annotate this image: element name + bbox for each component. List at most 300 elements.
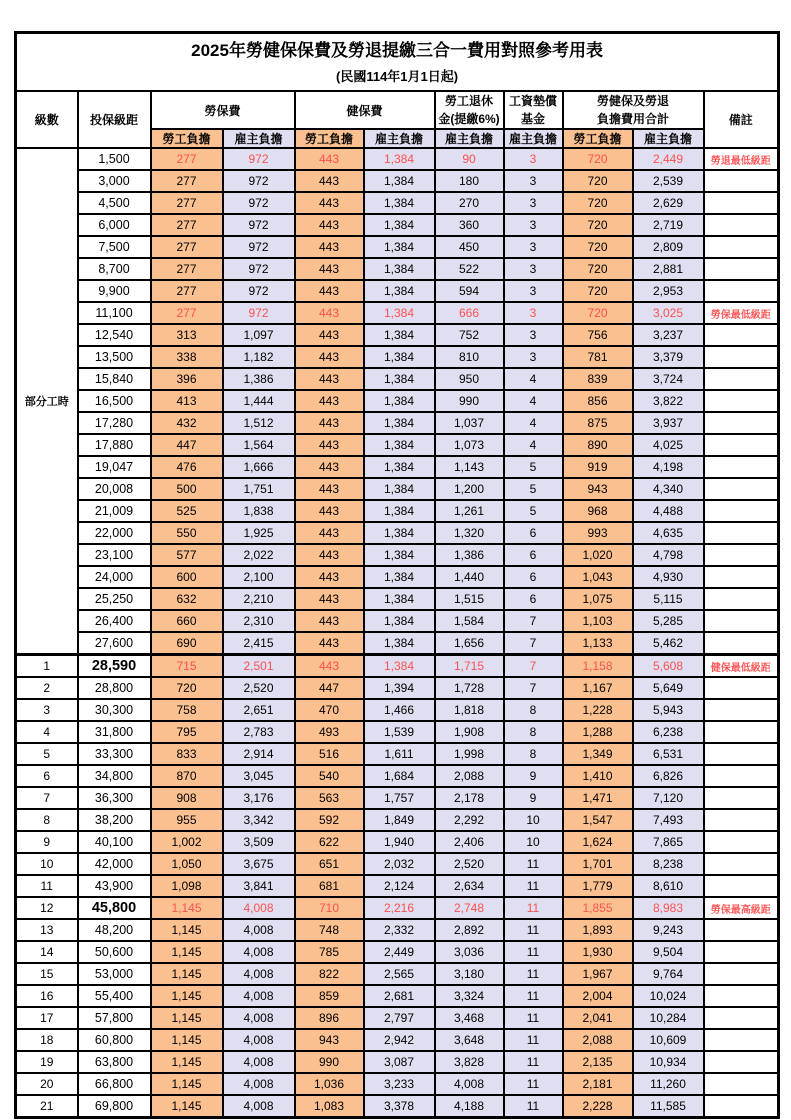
col-header-level: 級數 bbox=[16, 91, 78, 148]
table-row bbox=[16, 258, 779, 280]
value-cell: 7 bbox=[504, 677, 563, 699]
value-cell: 7,493 bbox=[633, 809, 704, 831]
note-cell bbox=[704, 214, 779, 236]
value-cell: 1,145 bbox=[151, 963, 223, 985]
bracket-cell: 23,100 bbox=[78, 544, 151, 566]
value-cell: 360 bbox=[435, 214, 504, 236]
value-cell: 9 bbox=[504, 787, 563, 809]
value-cell: 4,008 bbox=[223, 963, 295, 985]
value-cell: 5,285 bbox=[633, 610, 704, 632]
note-cell: 勞保最低級距 bbox=[704, 302, 779, 324]
value-cell: 2,100 bbox=[223, 566, 295, 588]
value-cell: 1,656 bbox=[435, 632, 504, 655]
bracket-cell: 50,600 bbox=[78, 941, 151, 963]
title-row bbox=[16, 33, 779, 92]
value-cell: 2,651 bbox=[223, 699, 295, 721]
value-cell: 715 bbox=[151, 655, 223, 678]
value-cell: 11 bbox=[504, 1051, 563, 1073]
value-cell: 919 bbox=[563, 456, 633, 478]
value-cell: 1,930 bbox=[563, 941, 633, 963]
value-cell: 10,934 bbox=[633, 1051, 704, 1073]
value-cell: 720 bbox=[563, 148, 633, 170]
bracket-cell: 53,000 bbox=[78, 963, 151, 985]
value-cell: 3,045 bbox=[223, 765, 295, 787]
value-cell: 2,797 bbox=[364, 1007, 435, 1029]
bracket-cell: 8,700 bbox=[78, 258, 151, 280]
value-cell: 1,228 bbox=[563, 699, 633, 721]
level-cell: 18 bbox=[16, 1029, 78, 1051]
value-cell: 1,386 bbox=[435, 544, 504, 566]
value-cell: 1,098 bbox=[151, 875, 223, 897]
value-cell: 4 bbox=[504, 412, 563, 434]
value-cell: 432 bbox=[151, 412, 223, 434]
bracket-cell: 1,500 bbox=[78, 148, 151, 170]
note-cell bbox=[704, 721, 779, 743]
value-cell: 270 bbox=[435, 192, 504, 214]
level-cell: 13 bbox=[16, 919, 78, 941]
value-cell: 5 bbox=[504, 478, 563, 500]
value-cell: 11 bbox=[504, 897, 563, 919]
note-cell bbox=[704, 170, 779, 192]
table-row bbox=[16, 236, 779, 258]
value-cell: 516 bbox=[295, 743, 364, 765]
value-cell: 810 bbox=[435, 346, 504, 368]
value-cell: 6 bbox=[504, 588, 563, 610]
value-cell: 720 bbox=[563, 192, 633, 214]
value-cell: 1,384 bbox=[364, 522, 435, 544]
value-cell: 1,073 bbox=[435, 434, 504, 456]
bracket-cell: 57,800 bbox=[78, 1007, 151, 1029]
value-cell: 908 bbox=[151, 787, 223, 809]
value-cell: 6,531 bbox=[633, 743, 704, 765]
value-cell: 1,384 bbox=[364, 390, 435, 412]
value-cell: 4,008 bbox=[223, 985, 295, 1007]
value-cell: 90 bbox=[435, 148, 504, 170]
value-cell: 1,288 bbox=[563, 721, 633, 743]
bracket-cell: 60,800 bbox=[78, 1029, 151, 1051]
value-cell: 972 bbox=[223, 258, 295, 280]
group-label-cell: 部分工時 bbox=[16, 148, 78, 655]
note-cell bbox=[704, 610, 779, 632]
table-row bbox=[16, 875, 779, 897]
value-cell: 632 bbox=[151, 588, 223, 610]
value-cell: 2,332 bbox=[364, 919, 435, 941]
value-cell: 2,783 bbox=[223, 721, 295, 743]
value-cell: 1,036 bbox=[295, 1073, 364, 1095]
value-cell: 396 bbox=[151, 368, 223, 390]
value-cell: 3,937 bbox=[633, 412, 704, 434]
value-cell: 1,384 bbox=[364, 346, 435, 368]
value-cell: 470 bbox=[295, 699, 364, 721]
table-row bbox=[16, 897, 779, 919]
value-cell: 443 bbox=[295, 500, 364, 522]
value-cell: 4,188 bbox=[435, 1095, 504, 1118]
value-cell: 6 bbox=[504, 566, 563, 588]
value-cell: 3 bbox=[504, 280, 563, 302]
value-cell: 1,384 bbox=[364, 324, 435, 346]
level-cell: 5 bbox=[16, 743, 78, 765]
value-cell: 1,384 bbox=[364, 368, 435, 390]
table-row bbox=[16, 192, 779, 214]
col-header-health-insurance: 健保費 bbox=[295, 91, 435, 129]
value-cell: 1,384 bbox=[364, 412, 435, 434]
value-cell: 1,384 bbox=[364, 434, 435, 456]
value-cell: 2,178 bbox=[435, 787, 504, 809]
value-cell: 1,261 bbox=[435, 500, 504, 522]
bracket-cell: 13,500 bbox=[78, 346, 151, 368]
value-cell: 443 bbox=[295, 390, 364, 412]
value-cell: 443 bbox=[295, 280, 364, 302]
value-cell: 443 bbox=[295, 434, 364, 456]
value-cell: 943 bbox=[563, 478, 633, 500]
value-cell: 443 bbox=[295, 214, 364, 236]
value-cell: 1,394 bbox=[364, 677, 435, 699]
value-cell: 720 bbox=[563, 214, 633, 236]
note-cell bbox=[704, 500, 779, 522]
value-cell: 443 bbox=[295, 192, 364, 214]
value-cell: 4,008 bbox=[223, 897, 295, 919]
bracket-cell: 55,400 bbox=[78, 985, 151, 1007]
value-cell: 2,041 bbox=[563, 1007, 633, 1029]
value-cell: 622 bbox=[295, 831, 364, 853]
note-cell bbox=[704, 258, 779, 280]
value-cell: 11 bbox=[504, 963, 563, 985]
bracket-cell: 15,840 bbox=[78, 368, 151, 390]
note-cell bbox=[704, 875, 779, 897]
bracket-cell: 24,000 bbox=[78, 566, 151, 588]
value-cell: 522 bbox=[435, 258, 504, 280]
value-cell: 443 bbox=[295, 236, 364, 258]
value-cell: 1,384 bbox=[364, 170, 435, 192]
level-cell: 21 bbox=[16, 1095, 78, 1118]
value-cell: 1,818 bbox=[435, 699, 504, 721]
value-cell: 447 bbox=[151, 434, 223, 456]
note-cell bbox=[704, 1051, 779, 1073]
value-cell: 4,340 bbox=[633, 478, 704, 500]
value-cell: 1,384 bbox=[364, 280, 435, 302]
value-cell: 1,624 bbox=[563, 831, 633, 853]
bracket-cell: 48,200 bbox=[78, 919, 151, 941]
value-cell: 1,200 bbox=[435, 478, 504, 500]
table-row bbox=[16, 522, 779, 544]
value-cell: 1,512 bbox=[223, 412, 295, 434]
table-row bbox=[16, 302, 779, 324]
value-cell: 3,342 bbox=[223, 809, 295, 831]
value-cell: 443 bbox=[295, 324, 364, 346]
value-cell: 3 bbox=[504, 302, 563, 324]
value-cell: 1,539 bbox=[364, 721, 435, 743]
value-cell: 3,036 bbox=[435, 941, 504, 963]
value-cell: 3,724 bbox=[633, 368, 704, 390]
value-cell: 4,008 bbox=[223, 1007, 295, 1029]
table-row bbox=[16, 368, 779, 390]
value-cell: 856 bbox=[563, 390, 633, 412]
value-cell: 4 bbox=[504, 390, 563, 412]
value-cell: 1,967 bbox=[563, 963, 633, 985]
col-header-note: 備註 bbox=[704, 91, 779, 148]
table-row bbox=[16, 280, 779, 302]
value-cell: 443 bbox=[295, 632, 364, 655]
table-row bbox=[16, 478, 779, 500]
value-cell: 493 bbox=[295, 721, 364, 743]
value-cell: 8 bbox=[504, 699, 563, 721]
value-cell: 10,024 bbox=[633, 985, 704, 1007]
bracket-cell: 28,590 bbox=[78, 655, 151, 678]
value-cell: 3,379 bbox=[633, 346, 704, 368]
table-title-block bbox=[16, 33, 779, 92]
table-row bbox=[16, 831, 779, 853]
value-cell: 577 bbox=[151, 544, 223, 566]
value-cell: 3,468 bbox=[435, 1007, 504, 1029]
value-cell: 277 bbox=[151, 192, 223, 214]
value-cell: 2,210 bbox=[223, 588, 295, 610]
value-cell: 7,120 bbox=[633, 787, 704, 809]
value-cell: 3 bbox=[504, 214, 563, 236]
table-row bbox=[16, 148, 779, 170]
bracket-cell: 30,300 bbox=[78, 699, 151, 721]
bracket-cell: 6,000 bbox=[78, 214, 151, 236]
value-cell: 690 bbox=[151, 632, 223, 655]
value-cell: 720 bbox=[563, 170, 633, 192]
value-cell: 3 bbox=[504, 236, 563, 258]
value-cell: 3,237 bbox=[633, 324, 704, 346]
value-cell: 2,088 bbox=[563, 1029, 633, 1051]
level-cell: 10 bbox=[16, 853, 78, 875]
value-cell: 756 bbox=[563, 324, 633, 346]
value-cell: 950 bbox=[435, 368, 504, 390]
value-cell: 11 bbox=[504, 919, 563, 941]
value-cell: 1,611 bbox=[364, 743, 435, 765]
bracket-cell: 7,500 bbox=[78, 236, 151, 258]
subheader-total-employer: 雇主負擔 bbox=[633, 129, 704, 148]
value-cell: 1,471 bbox=[563, 787, 633, 809]
value-cell: 990 bbox=[295, 1051, 364, 1073]
value-cell: 1,145 bbox=[151, 985, 223, 1007]
level-cell: 17 bbox=[16, 1007, 78, 1029]
value-cell: 3,087 bbox=[364, 1051, 435, 1073]
value-cell: 277 bbox=[151, 170, 223, 192]
value-cell: 1,666 bbox=[223, 456, 295, 478]
value-cell: 1,384 bbox=[364, 632, 435, 655]
value-cell: 2,809 bbox=[633, 236, 704, 258]
value-cell: 9,243 bbox=[633, 919, 704, 941]
value-cell: 3,822 bbox=[633, 390, 704, 412]
note-cell bbox=[704, 787, 779, 809]
value-cell: 1,384 bbox=[364, 588, 435, 610]
value-cell: 2,953 bbox=[633, 280, 704, 302]
note-cell bbox=[704, 280, 779, 302]
value-cell: 540 bbox=[295, 765, 364, 787]
value-cell: 6,826 bbox=[633, 765, 704, 787]
value-cell: 3 bbox=[504, 324, 563, 346]
value-cell: 11 bbox=[504, 985, 563, 1007]
value-cell: 443 bbox=[295, 588, 364, 610]
value-cell: 1,515 bbox=[435, 588, 504, 610]
value-cell: 6 bbox=[504, 522, 563, 544]
value-cell: 890 bbox=[563, 434, 633, 456]
value-cell: 3,233 bbox=[364, 1073, 435, 1095]
bracket-cell: 33,300 bbox=[78, 743, 151, 765]
bracket-cell: 34,800 bbox=[78, 765, 151, 787]
value-cell: 1,384 bbox=[364, 236, 435, 258]
value-cell: 720 bbox=[563, 258, 633, 280]
value-cell: 1,940 bbox=[364, 831, 435, 853]
table-row bbox=[16, 566, 779, 588]
table-row bbox=[16, 324, 779, 346]
level-cell: 2 bbox=[16, 677, 78, 699]
value-cell: 3,324 bbox=[435, 985, 504, 1007]
note-cell bbox=[704, 390, 779, 412]
value-cell: 1,145 bbox=[151, 1095, 223, 1118]
value-cell: 1,145 bbox=[151, 1029, 223, 1051]
note-cell bbox=[704, 985, 779, 1007]
value-cell: 476 bbox=[151, 456, 223, 478]
value-cell: 1,384 bbox=[364, 302, 435, 324]
level-cell: 14 bbox=[16, 941, 78, 963]
value-cell: 9 bbox=[504, 765, 563, 787]
page-title: 2025年勞健保保費及勞退提繳三合一費用對照參考用表 bbox=[191, 41, 603, 60]
value-cell: 5,649 bbox=[633, 677, 704, 699]
value-cell: 3 bbox=[504, 148, 563, 170]
value-cell: 525 bbox=[151, 500, 223, 522]
value-cell: 2,135 bbox=[563, 1051, 633, 1073]
note-cell bbox=[704, 522, 779, 544]
value-cell: 943 bbox=[295, 1029, 364, 1051]
value-cell: 1,384 bbox=[364, 456, 435, 478]
value-cell: 413 bbox=[151, 390, 223, 412]
value-cell: 550 bbox=[151, 522, 223, 544]
value-cell: 500 bbox=[151, 478, 223, 500]
value-cell: 1,075 bbox=[563, 588, 633, 610]
note-cell bbox=[704, 324, 779, 346]
value-cell: 3,378 bbox=[364, 1095, 435, 1118]
note-cell bbox=[704, 743, 779, 765]
value-cell: 1,384 bbox=[364, 258, 435, 280]
value-cell: 8,238 bbox=[633, 853, 704, 875]
level-cell: 3 bbox=[16, 699, 78, 721]
note-cell bbox=[704, 677, 779, 699]
bracket-cell: 11,100 bbox=[78, 302, 151, 324]
value-cell: 4,008 bbox=[223, 1073, 295, 1095]
value-cell: 563 bbox=[295, 787, 364, 809]
value-cell: 443 bbox=[295, 655, 364, 678]
note-cell bbox=[704, 1095, 779, 1118]
value-cell: 1,182 bbox=[223, 346, 295, 368]
value-cell: 8,610 bbox=[633, 875, 704, 897]
premium-table bbox=[14, 31, 780, 1119]
value-cell: 9,764 bbox=[633, 963, 704, 985]
value-cell: 277 bbox=[151, 302, 223, 324]
bracket-cell: 17,880 bbox=[78, 434, 151, 456]
table-row bbox=[16, 632, 779, 655]
bracket-cell: 16,500 bbox=[78, 390, 151, 412]
value-cell: 968 bbox=[563, 500, 633, 522]
value-cell: 1,384 bbox=[364, 610, 435, 632]
table-row bbox=[16, 1073, 779, 1095]
value-cell: 1,384 bbox=[364, 478, 435, 500]
value-cell: 443 bbox=[295, 170, 364, 192]
value-cell: 2,719 bbox=[633, 214, 704, 236]
note-cell bbox=[704, 853, 779, 875]
value-cell: 1,384 bbox=[364, 214, 435, 236]
value-cell: 1,564 bbox=[223, 434, 295, 456]
value-cell: 1,097 bbox=[223, 324, 295, 346]
value-cell: 1,145 bbox=[151, 1007, 223, 1029]
value-cell: 660 bbox=[151, 610, 223, 632]
note-cell bbox=[704, 1007, 779, 1029]
value-cell: 1,728 bbox=[435, 677, 504, 699]
note-cell bbox=[704, 632, 779, 655]
bracket-cell: 17,280 bbox=[78, 412, 151, 434]
bracket-cell: 28,800 bbox=[78, 677, 151, 699]
bracket-cell: 40,100 bbox=[78, 831, 151, 853]
bracket-cell: 20,008 bbox=[78, 478, 151, 500]
value-cell: 2,681 bbox=[364, 985, 435, 1007]
value-cell: 1,145 bbox=[151, 897, 223, 919]
table-row bbox=[16, 610, 779, 632]
note-cell bbox=[704, 1073, 779, 1095]
value-cell: 443 bbox=[295, 258, 364, 280]
value-cell: 11,585 bbox=[633, 1095, 704, 1118]
subheader-pension-employer: 雇主負擔 bbox=[435, 129, 504, 148]
value-cell: 2,520 bbox=[223, 677, 295, 699]
table-row bbox=[16, 214, 779, 236]
table-row bbox=[16, 963, 779, 985]
note-cell bbox=[704, 346, 779, 368]
value-cell: 1,020 bbox=[563, 544, 633, 566]
value-cell: 1,145 bbox=[151, 919, 223, 941]
note-cell bbox=[704, 699, 779, 721]
value-cell: 3,648 bbox=[435, 1029, 504, 1051]
value-cell: 2,748 bbox=[435, 897, 504, 919]
value-cell: 1,145 bbox=[151, 1073, 223, 1095]
value-cell: 2,004 bbox=[563, 985, 633, 1007]
value-cell: 277 bbox=[151, 258, 223, 280]
page-subtitle: (民國114年1月1日起) bbox=[336, 69, 459, 84]
subheader-health-employer: 雇主負擔 bbox=[364, 129, 435, 148]
value-cell: 972 bbox=[223, 214, 295, 236]
note-cell: 勞保最高級距 bbox=[704, 897, 779, 919]
value-cell: 4,635 bbox=[633, 522, 704, 544]
value-cell: 8,983 bbox=[633, 897, 704, 919]
value-cell: 870 bbox=[151, 765, 223, 787]
value-cell: 2,415 bbox=[223, 632, 295, 655]
note-cell bbox=[704, 544, 779, 566]
note-cell bbox=[704, 236, 779, 258]
value-cell: 1,715 bbox=[435, 655, 504, 678]
note-cell bbox=[704, 963, 779, 985]
note-cell bbox=[704, 809, 779, 831]
value-cell: 1,547 bbox=[563, 809, 633, 831]
value-cell: 2,520 bbox=[435, 853, 504, 875]
value-cell: 2,022 bbox=[223, 544, 295, 566]
table-row bbox=[16, 544, 779, 566]
note-cell bbox=[704, 456, 779, 478]
value-cell: 2,501 bbox=[223, 655, 295, 678]
table-row bbox=[16, 941, 779, 963]
value-cell: 781 bbox=[563, 346, 633, 368]
value-cell: 972 bbox=[223, 170, 295, 192]
value-cell: 720 bbox=[563, 302, 633, 324]
note-cell bbox=[704, 368, 779, 390]
value-cell: 5,115 bbox=[633, 588, 704, 610]
table-row bbox=[16, 456, 779, 478]
value-cell: 1,684 bbox=[364, 765, 435, 787]
value-cell: 11 bbox=[504, 1095, 563, 1118]
value-cell: 833 bbox=[151, 743, 223, 765]
value-cell: 1,384 bbox=[364, 500, 435, 522]
value-cell: 2,181 bbox=[563, 1073, 633, 1095]
